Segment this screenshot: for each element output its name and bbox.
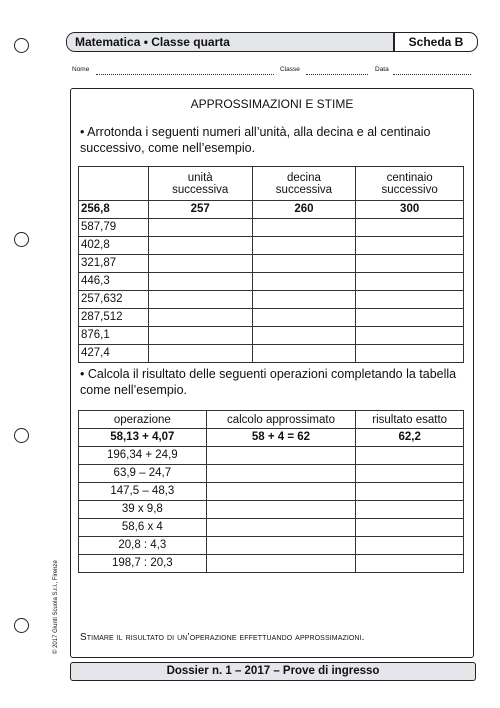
answer-cell[interactable] [356,519,464,537]
footer-text: Dossier n. 1 – 2017 – Prove di ingresso [166,665,380,677]
answer-cell[interactable] [148,219,252,237]
answer-cell[interactable] [206,519,356,537]
cell: 62,2 [356,429,464,447]
table2-header-calcolo: calcolo approssimato [206,411,356,429]
number-cell: 587,79 [79,219,149,237]
footer-bar [70,662,476,681]
number-cell: 876,1 [79,327,149,345]
table2-example-row [79,429,464,447]
table2-row [79,483,464,501]
table1-row [79,273,464,291]
header-decina-l2: successiva [275,183,333,196]
number-cell: 257,632 [79,291,149,309]
binder-hole-2 [14,232,29,247]
header-separator [393,33,395,51]
table1-example-row [79,201,464,219]
answer-cell[interactable] [356,465,464,483]
answer-cell[interactable] [356,309,464,327]
answer-cell[interactable] [252,273,356,291]
answer-cell[interactable] [356,345,464,363]
estimation-table [78,410,464,573]
table2-row [79,447,464,465]
data-label: Data [375,66,389,73]
table1-header-centinaio [356,167,464,201]
data-field[interactable] [393,74,471,75]
operation-cell: 196,34 + 24,9 [79,447,207,465]
cell: 58 + 4 = 62 [206,429,356,447]
number-cell: 446,3 [79,273,149,291]
answer-cell[interactable] [206,447,356,465]
table2-row [79,537,464,555]
answer-cell[interactable] [148,291,252,309]
table2-row [79,519,464,537]
answer-cell[interactable] [252,327,356,345]
answer-cell[interactable] [356,255,464,273]
answer-cell[interactable] [206,501,356,519]
answer-cell[interactable] [356,537,464,555]
header-centinaio-l2: successivo [381,183,438,196]
cell: 257 [148,201,252,219]
copyright-credit: © 2017 Giunti Scuola S.r.l., Firenze [53,560,59,654]
operation-cell: 39 x 9,8 [79,501,207,519]
answer-cell[interactable] [148,255,252,273]
table1-row [79,345,464,363]
cell: 260 [252,201,356,219]
answer-cell[interactable] [148,345,252,363]
table1-row [79,255,464,273]
operation-cell: 58,6 x 4 [79,519,207,537]
answer-cell[interactable] [356,291,464,309]
number-cell: 427,4 [79,345,149,363]
table2-row [79,555,464,573]
binder-hole-3 [14,428,29,443]
cell: 300 [356,201,464,219]
table1-row [79,309,464,327]
nome-label: Nome [72,66,90,73]
answer-cell[interactable] [148,327,252,345]
table2-header-risultato: risultato esatto [356,411,464,429]
header-decina-l1: decina [286,171,321,184]
answer-cell[interactable] [356,555,464,573]
answer-cell[interactable] [252,237,356,255]
header-title: Matematica • Classe quarta [75,35,230,49]
answer-cell[interactable] [206,465,356,483]
answer-cell[interactable] [252,255,356,273]
table1-row [79,219,464,237]
answer-cell[interactable] [206,483,356,501]
table1-row [79,237,464,255]
binder-hole-4 [14,618,29,633]
scheda-label: Scheda B [408,35,464,49]
classe-label: Classe [280,66,300,73]
table2-header-row [79,411,464,429]
answer-cell[interactable] [206,537,356,555]
nome-field[interactable] [96,74,274,75]
table2-header-operazione: operazione [79,411,207,429]
student-fields [72,66,472,78]
answer-cell[interactable] [356,273,464,291]
answer-cell[interactable] [356,501,464,519]
answer-cell[interactable] [206,555,356,573]
answer-cell[interactable] [252,345,356,363]
answer-cell[interactable] [148,273,252,291]
operation-cell: 147,5 – 48,3 [79,483,207,501]
table1-row [79,327,464,345]
classe-field[interactable] [306,74,368,75]
answer-cell[interactable] [356,219,464,237]
answer-cell[interactable] [356,327,464,345]
number-cell: 287,512 [79,309,149,327]
header-unita-l2: successiva [172,183,229,196]
number-cell: 402,8 [79,237,149,255]
answer-cell[interactable] [356,483,464,501]
operation-cell: 63,9 – 24,7 [79,465,207,483]
header-bar [66,32,478,52]
page-title: APPROSSIMAZIONI E STIME [190,97,354,111]
number-cell: 321,87 [79,255,149,273]
answer-cell[interactable] [252,219,356,237]
header-unita-l1: unità [187,171,213,184]
rounding-table [78,166,464,363]
learning-objective: Stimare il risultato di un’operazione effettuando approssimazioni. [80,632,365,643]
table1-row [79,291,464,309]
instruction-1: • Arrotonda i seguenti numeri all’unità, alla decina e al centinaio successivo, come nell’esempio. [80,125,431,155]
answer-cell[interactable] [252,309,356,327]
cell: 256,8 [79,201,149,219]
answer-cell[interactable] [356,237,464,255]
binder-hole-1 [14,38,29,53]
table1-header-decina [252,167,356,201]
instruction-2: • Calcola il risultato delle seguenti operazioni completando la tabella come nell’esempio. [80,367,457,397]
answer-cell[interactable] [148,309,252,327]
operation-cell: 198,7 : 20,3 [79,555,207,573]
table1-header-unita [148,167,252,201]
table2-row [79,501,464,519]
table2-row [79,465,464,483]
header-centinaio-l1: centinaio [386,171,433,184]
answer-cell[interactable] [148,237,252,255]
answer-cell[interactable] [252,291,356,309]
cell: 58,13 + 4,07 [79,429,207,447]
table1-header-empty [79,167,149,201]
operation-cell: 20,8 : 4,3 [79,537,207,555]
answer-cell[interactable] [356,447,464,465]
